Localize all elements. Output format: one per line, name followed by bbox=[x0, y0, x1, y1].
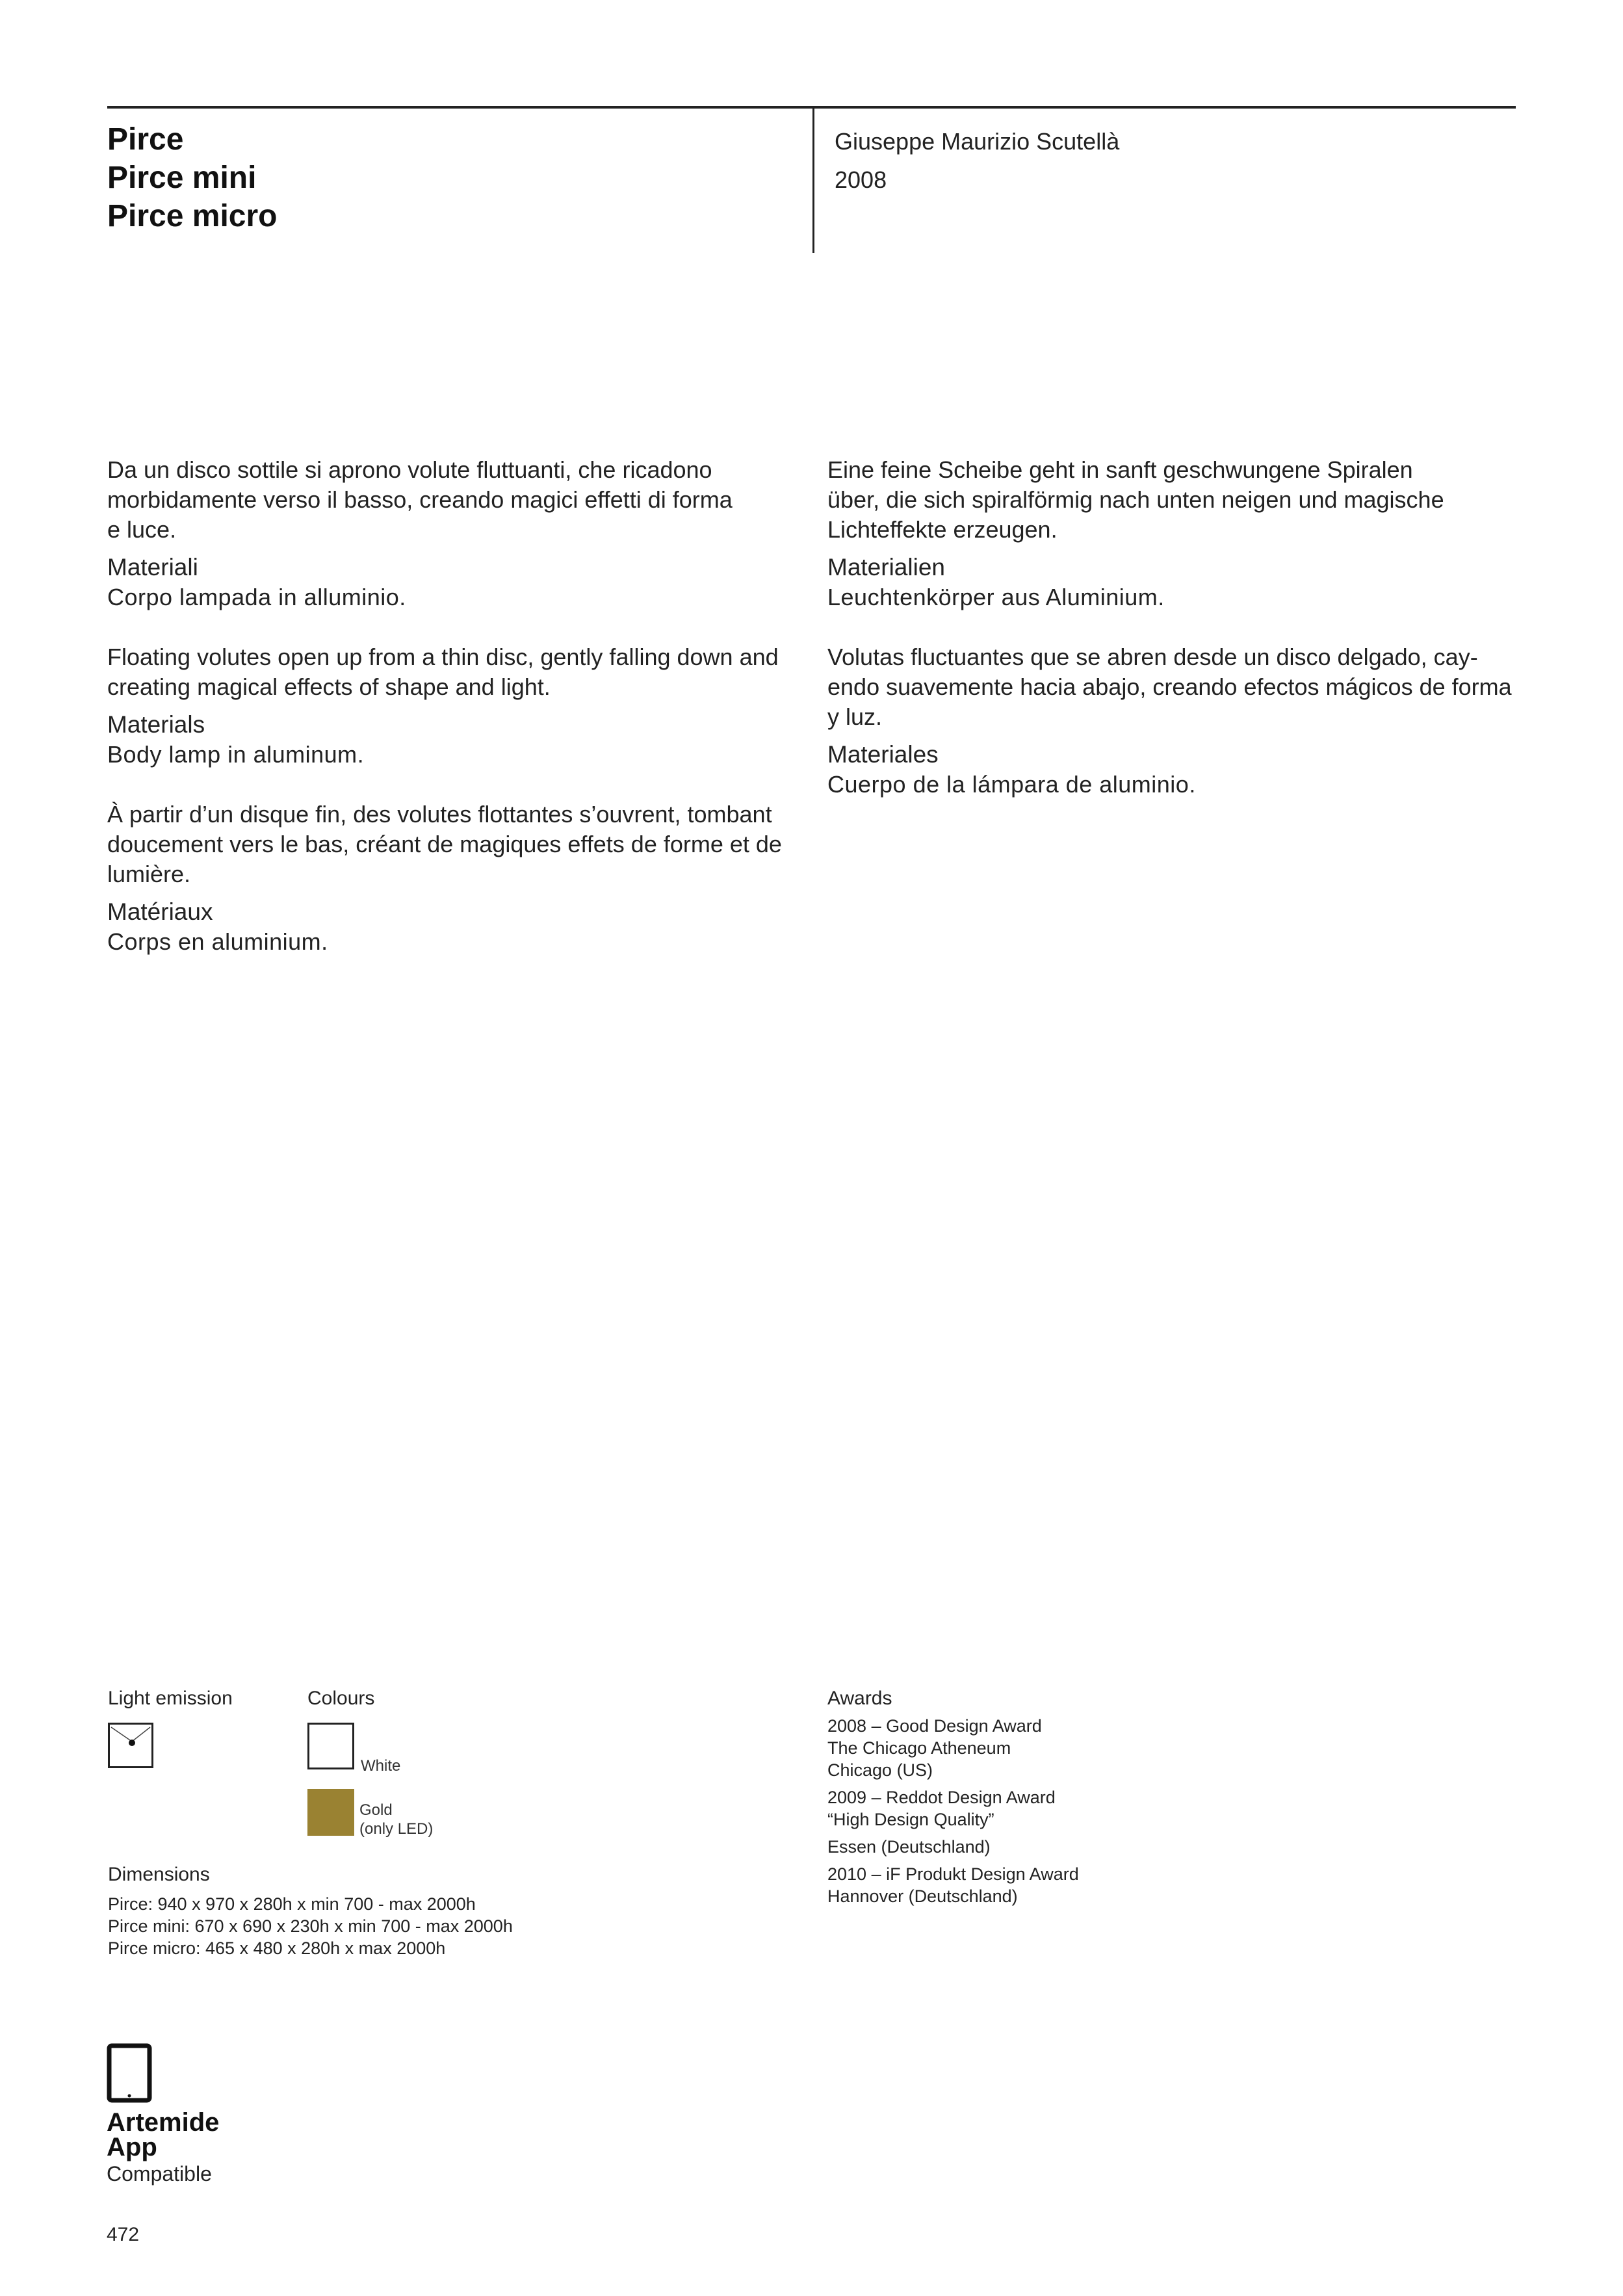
description-german bbox=[827, 455, 1523, 612]
materials-label: Matériaux bbox=[107, 898, 213, 925]
materials-label: Materials bbox=[107, 711, 205, 738]
description-text: Volutas fluctuantes que se abren desde un disco delgado, cay- endo suavemente hacia abajo, creando efectos mágicos de forma y luz. bbox=[827, 644, 1512, 730]
page-number: 472 bbox=[107, 2224, 140, 2245]
design-year: 2008 bbox=[835, 166, 887, 193]
materials-text: Body lamp in aluminum. bbox=[107, 741, 365, 768]
description-column-left bbox=[107, 455, 806, 987]
description-column-right bbox=[827, 455, 1523, 829]
description-text: Eine feine Scheibe geht in sanft geschwungene Spiralen über, die sich spiralförmig nach unten neigen und magische Lichteffekte erzeugen. bbox=[827, 456, 1444, 543]
tablet-icon bbox=[107, 2043, 153, 2109]
app-title: Artemide App bbox=[107, 2108, 220, 2161]
description-italian bbox=[107, 455, 806, 612]
description-english bbox=[107, 642, 806, 770]
description-french bbox=[107, 800, 806, 957]
designer-info bbox=[835, 122, 1119, 199]
awards-label: Awards bbox=[827, 1688, 892, 1709]
app-subtitle: Compatible bbox=[107, 2162, 212, 2185]
colour-name-gold: Gold (only LED) bbox=[359, 1801, 434, 1838]
dimensions-list bbox=[108, 1893, 513, 1959]
colour-swatch-gold bbox=[307, 1789, 354, 1836]
award-item: 2008 – Good Design Award The Chicago Atheneum Chicago (US) bbox=[827, 1716, 1042, 1780]
description-text: Da un disco sottile si aprono volute fluttuanti, che ricadono morbidamente verso il basso, creando magici effetti di forma e luce. bbox=[107, 456, 733, 543]
description-spanish bbox=[827, 642, 1523, 800]
dimension-item: Pirce: 940 x 970 x 280h x min 700 - max 2000h bbox=[108, 1894, 476, 1914]
downlight-emission-icon bbox=[108, 1723, 153, 1768]
materials-label: Materiali bbox=[107, 554, 198, 581]
dimension-item: Pirce mini: 670 x 690 x 230h x min 700 - max 2000h bbox=[108, 1916, 513, 1936]
colours-label: Colours bbox=[307, 1688, 375, 1709]
award-item: 2010 – iF Produkt Design Award Hannover (Deutschland) bbox=[827, 1864, 1079, 1906]
header-divider bbox=[812, 106, 814, 253]
award-item: Essen (Deutschland) bbox=[827, 1837, 991, 1857]
materials-text: Cuerpo de la lámpara de aluminio. bbox=[827, 771, 1196, 798]
colour-name-white: White bbox=[361, 1757, 401, 1775]
header-top-rule bbox=[107, 106, 1516, 109]
awards-list bbox=[827, 1715, 1079, 1912]
materials-text: Leuchtenkörper aus Aluminium. bbox=[827, 584, 1165, 610]
description-text: À partir d’un disque fin, des volutes flottantes s’ouvrent, tombant doucement vers le bas, créant de magiques effets de forme et de lumière. bbox=[107, 801, 782, 887]
product-title: Pirce bbox=[107, 122, 184, 157]
dimensions-label: Dimensions bbox=[108, 1864, 210, 1885]
dimension-item: Pirce micro: 465 x 480 x 280h x max 2000h bbox=[108, 1938, 446, 1958]
award-item: 2009 – Reddot Design Award “High Design Quality” bbox=[827, 1788, 1056, 1829]
light-emission-label: Light emission bbox=[108, 1688, 233, 1709]
designer-name: Giuseppe Maurizio Scutellà bbox=[835, 128, 1120, 155]
materials-text: Corps en aluminium. bbox=[107, 928, 328, 955]
materials-label: Materialien bbox=[827, 554, 945, 581]
product-titles bbox=[107, 120, 277, 235]
materials-label: Materiales bbox=[827, 741, 939, 768]
product-title-micro: Pirce micro bbox=[107, 199, 278, 233]
materials-text: Corpo lampada in alluminio. bbox=[107, 584, 406, 610]
colour-swatch-white bbox=[307, 1723, 354, 1769]
product-title-mini: Pirce mini bbox=[107, 161, 257, 195]
description-text: Floating volutes open up from a thin disc, gently falling down and creating magical effects of shape and light. bbox=[107, 644, 779, 700]
